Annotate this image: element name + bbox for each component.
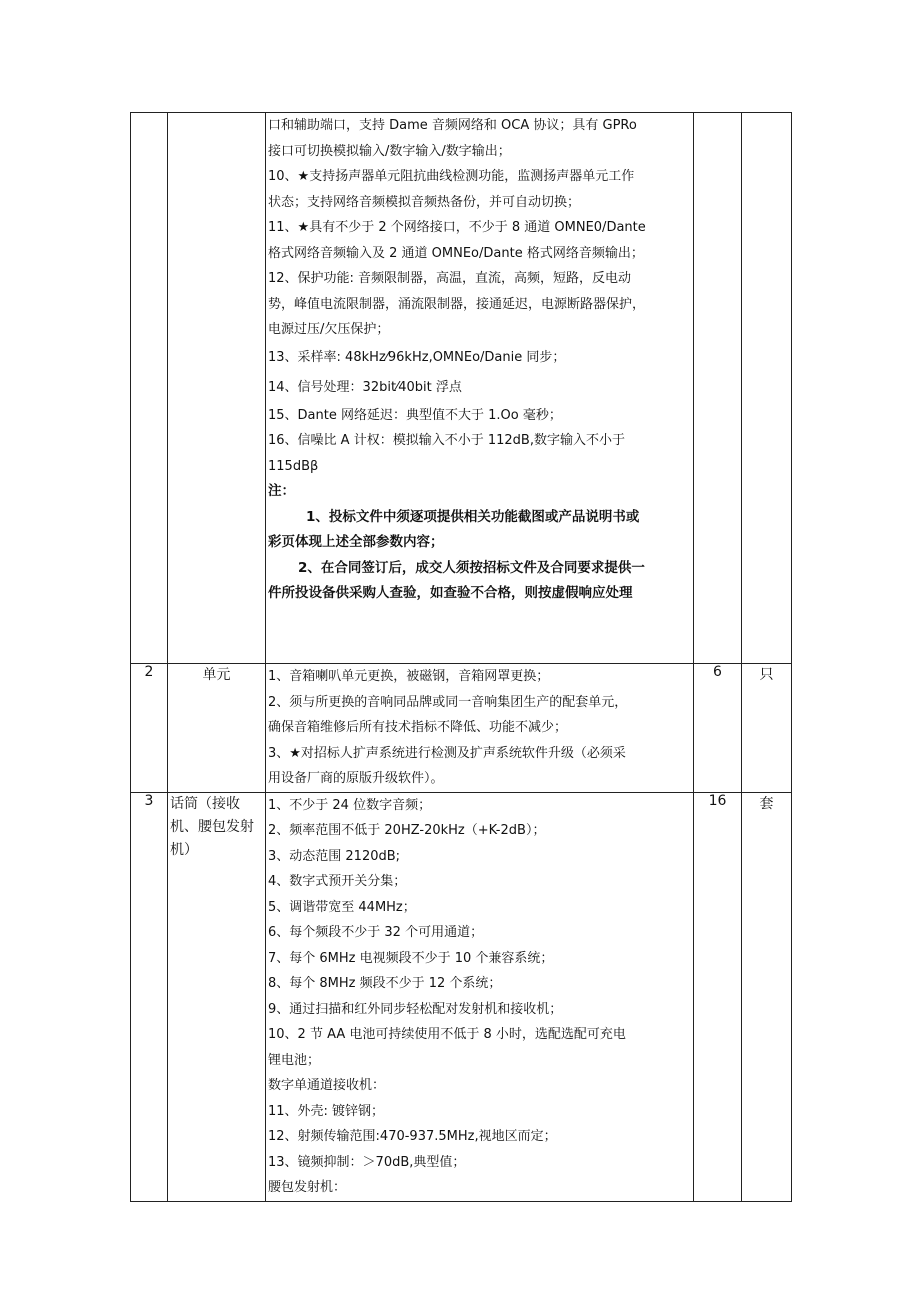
item-number-cell: 2 (131, 664, 168, 793)
spec-line: 接口可切换模拟输入/数字输入/数字输出； (268, 143, 511, 159)
spec-line: 确保音箱维修后所有技术指标不降低、功能不减少； (268, 720, 568, 735)
unit-cell: 只 (742, 664, 792, 793)
quantity-cell: 16 (694, 792, 742, 1201)
spec-line: 15、Dante 网络延迟：典型值不大于 1.Oo 毫秒； (268, 407, 562, 423)
spec-line: 电源过压/欠压保护； (268, 322, 390, 337)
specification-table (130, 112, 792, 1202)
spec-line: 口和辅助端口，支持 Dame 音频网络和 OCA 协议；具有 GPRo (268, 118, 637, 133)
spec-line: 5、调谐带宽至 44MHz； (268, 899, 416, 915)
spec-line: 锂电池； (268, 1052, 321, 1068)
spec-line: 13、采样率: 48kHz⁄96kHz,OMNEo/Danie 同步； (268, 349, 566, 365)
spec-line: 11、★具有不少于 2 个网络接口，不少于 8 通道 OMNE0/Dante (268, 220, 646, 235)
unit-cell: 套 (742, 792, 792, 1201)
item-name-line: 机） (170, 841, 198, 858)
table-row (131, 664, 792, 793)
spec-line: 12、保护功能: 音频限制器，高温，直流，高频，短路，反电动 (268, 271, 632, 286)
item-name-line: 机、腰包发射 (170, 818, 254, 835)
item-number-cell: 3 (131, 792, 168, 1201)
specification-cell (266, 113, 694, 664)
item-name-cell (168, 113, 266, 664)
spec-line: 格式网络音频输入及 2 通道 OMNEo/Dante 格式网络音频输出； (268, 245, 644, 261)
item-name-cell (168, 792, 266, 1201)
spec-line: 2、须与所更换的音响同品牌或同一音响集团生产的配套单元， (268, 694, 628, 710)
spec-line: 数字单通道接收机： (268, 1078, 386, 1093)
spec-line: 4、数字式预开关分集； (268, 874, 407, 889)
spec-line: 12、射频传输范围:470-937.5MHz,视地区而定； (268, 1129, 557, 1144)
spec-line: 腰包发射机： (268, 1180, 347, 1195)
spec-line: 14、信号处理：32bit⁄40bit 浮点 (268, 379, 462, 395)
spec-line: 16、信噪比 A 计权：模拟输入不小于 112dB,数字输入不小于 (268, 433, 625, 448)
unit-cell (742, 113, 792, 664)
item-name-cell: 单元 (168, 664, 266, 793)
spec-line: 13、镜频抑制：＞70dB,典型值； (268, 1154, 466, 1170)
spec-line: 3、★对招标人扩声系统进行检测及扩声系统软件升级（必须采 (268, 745, 626, 761)
spec-line: 6、每个频段不少于 32 个可用通道； (268, 925, 484, 940)
note-heading: 注： (268, 483, 295, 499)
note-line: 2、在合同签订后，成交人须按招标文件及合同要求提供一 (298, 559, 645, 576)
quantity-cell: 6 (694, 664, 742, 793)
spec-line: 7、每个 6MHz 电视频段不少于 10 个兼容系统； (268, 950, 554, 966)
spec-line: 用设备厂商的原版升级软件）。 (268, 771, 444, 786)
spec-line: 11、外壳: 镀锌钢； (268, 1103, 385, 1119)
note-line: 1、投标文件中须逐项提供相关功能截图或产品说明书或 (306, 508, 640, 525)
spec-line: 2、频率范围不低于 20HZ-20kHz（+K-2dB）； (268, 823, 546, 838)
table-row (131, 113, 792, 664)
spec-line: 115dBβ (268, 458, 319, 474)
spec-line: 势，峰值电流限制器，涌流限制器，接通延迟，电源断路器保护， (268, 296, 646, 312)
item-name-line: 话筒（接收 (170, 795, 240, 812)
quantity-cell (694, 113, 742, 664)
specification-cell (266, 792, 694, 1201)
spec-line: 10、2 节 AA 电池可持续使用不低于 8 小时，选配选配可充电 (268, 1027, 626, 1042)
table-row (131, 792, 792, 1201)
spec-line: 10、★支持扬声器单元阻抗曲线检测功能，监测扬声器单元工作 (268, 169, 635, 184)
spec-line: 状态；支持网络音频模拟音频热备份，并可自动切换； (268, 194, 581, 210)
note-line: 彩页体现上述全部参数内容； (268, 534, 444, 550)
spec-line: 8、每个 8MHz 频段不少于 12 个系统； (268, 976, 502, 991)
note-line: 件所投设备供采购人查验，如查验不合格，则按虚假响应处理 (268, 585, 633, 601)
spec-line: 1、音箱喇叭单元更换，被磁钢，音箱网罩更换； (268, 669, 550, 684)
specification-cell (266, 664, 694, 793)
spec-line: 1、不少于 24 位数字音频； (268, 797, 432, 813)
item-number-cell (131, 113, 168, 664)
spec-line: 9、通过扫描和红外同步轻松配对发射机和接收机； (268, 1001, 563, 1017)
spec-line: 3、动态范围 2120dB; (268, 848, 401, 864)
